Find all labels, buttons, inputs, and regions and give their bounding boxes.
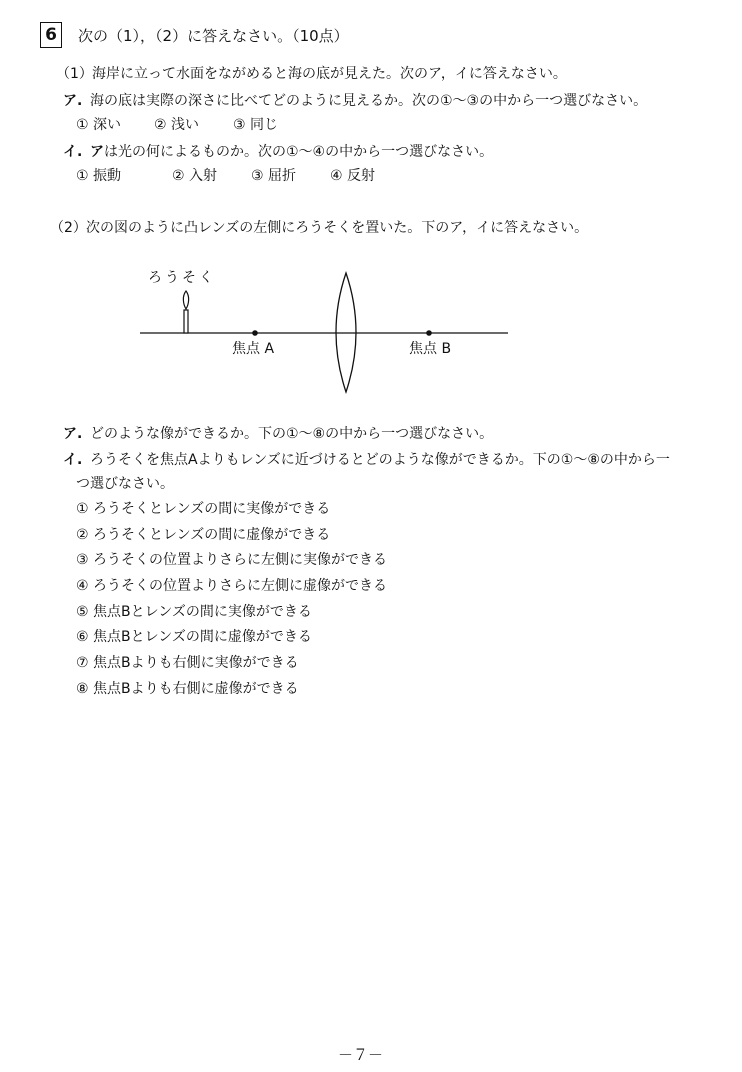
part1-qi-mark: イ.	[63, 144, 83, 160]
part2-option: ① ろうそくとレンズの間に実像ができる	[76, 501, 331, 517]
candle	[183, 291, 188, 333]
part2-text: 次の図のように凸レンズの左側にろうそくを置いた。下のア，イに答えなさい。	[86, 220, 589, 236]
part1-qi-option: ③ 屈折	[251, 168, 297, 184]
question-number-box: 6	[40, 22, 62, 48]
part1-qa-option: ① 深い	[76, 117, 122, 133]
part2-qi-text-line1: ろうそくを焦点Aよりもレンズに近づけるとどのような像ができるか。下の①～⑧の中から一	[90, 452, 670, 468]
part1-label: （1）	[56, 66, 93, 82]
focus-a-label: 焦点 A	[232, 341, 275, 357]
part1-qa-option: ② 浅い	[154, 117, 200, 133]
part2-qi-text-line2: つ選びなさい。	[76, 476, 174, 492]
part2-option: ④ ろうそくの位置よりさらに左側に虚像ができる	[76, 578, 387, 594]
page-number: －７－	[338, 1046, 384, 1064]
question-instruction: 次の（1），（2）に答えなさい。（10点）	[78, 27, 349, 45]
focus-b-dot	[426, 330, 432, 336]
focus-b-label: 焦点 B	[409, 341, 452, 357]
part2-option: ③ ろうそくの位置よりさらに左側に実像ができる	[76, 552, 387, 568]
part1-qi-body: は光の何によるものか。次の①～④の中から一つ選びなさい。	[104, 144, 494, 160]
part2-option: ⑧ 焦点Bよりも右側に虚像ができる	[76, 681, 299, 697]
part1-qi-option: ④ 反射	[330, 168, 376, 184]
candle-label: ろうそく	[148, 270, 216, 286]
part2-qa-text: どのような像ができるか。下の①～⑧の中から一つ選びなさい。	[90, 426, 494, 442]
part2-option: ⑥ 焦点Bとレンズの間に虚像ができる	[76, 629, 312, 645]
focus-a-dot	[252, 330, 258, 336]
part2-qi-mark: イ.	[63, 452, 83, 468]
part2-option: ② ろうそくとレンズの間に虚像ができる	[76, 527, 331, 543]
part1-qi-inline-mark: ア	[90, 144, 104, 160]
part1-qi-option: ① 振動	[76, 168, 122, 184]
part1-qa-mark: ア.	[63, 93, 83, 109]
part2-option: ⑤ 焦点Bとレンズの間に実像ができる	[76, 604, 312, 620]
part1-qa-option: ③ 同じ	[233, 117, 279, 133]
part2-option: ⑦ 焦点Bよりも右側に実像ができる	[76, 655, 299, 671]
part2-qa-mark: ア.	[63, 426, 83, 442]
part2-label: （2）	[50, 220, 87, 236]
part1-qi-option: ② 入射	[172, 168, 218, 184]
part1-text: 海岸に立って水面をながめると海の底が見えた。次のア，イに答えなさい。	[92, 66, 567, 82]
part1-qa-text: 海の底は実際の深さに比べてどのように見えるか。次の①～③の中から一つ選びなさい。	[90, 93, 648, 109]
